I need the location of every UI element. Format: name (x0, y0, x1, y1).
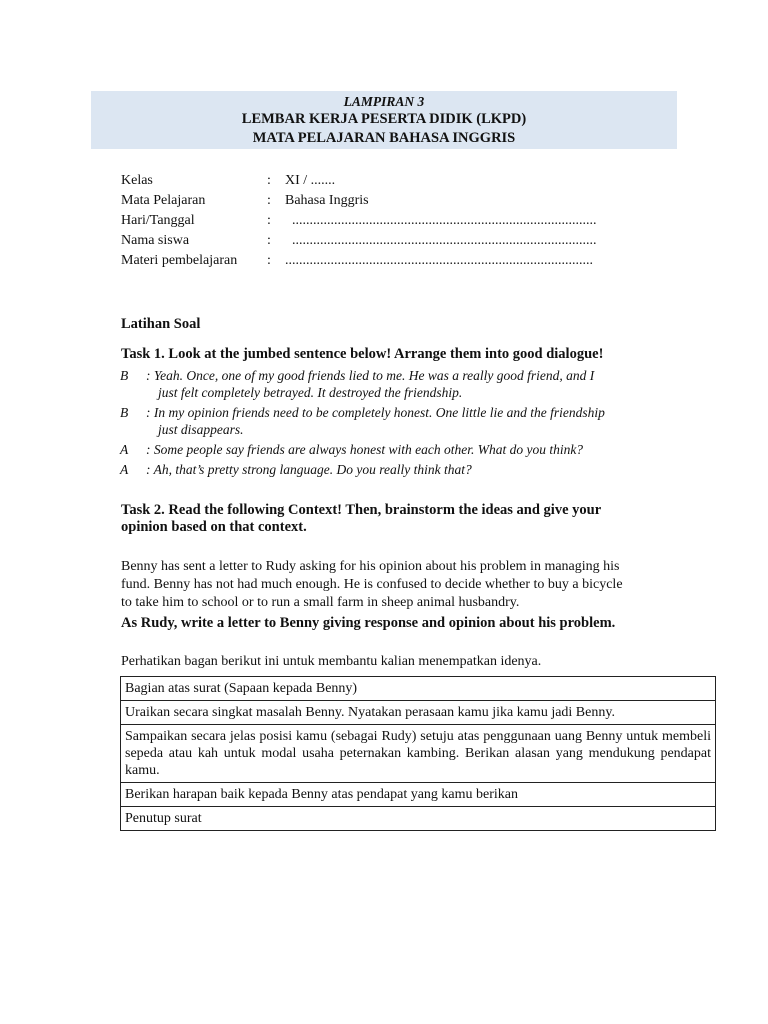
dialogue-line (120, 461, 680, 478)
letter-instruction: As Rudy, write a letter to Benny giving response and opinion about his problem. (121, 615, 616, 631)
table-row (121, 701, 716, 725)
context-paragraph (121, 558, 691, 612)
section-title: Latihan Soal (121, 316, 201, 332)
guide-cell: Berikan harapan baik kepada Benny atas pendapat yang kamu berikan (121, 783, 716, 807)
info-colon: : (267, 173, 271, 188)
context-line: fund. Benny has not had much enough. He is confused to decide whether to buy a bicycle (121, 577, 623, 592)
info-label: Kelas (121, 173, 153, 188)
table-row (121, 725, 716, 783)
info-row-kelas (121, 171, 597, 191)
dialogue-line (120, 404, 680, 438)
guide-cell: Bagian atas surat (Sapaan kepada Benny) (121, 677, 716, 701)
speaker: A (120, 442, 129, 457)
info-label: Hari/Tanggal (121, 213, 195, 228)
dialogue-text-cont: just disappears. (158, 422, 244, 437)
info-label: Materi pembelajaran (121, 253, 238, 268)
info-label: Mata Pelajaran (121, 193, 206, 208)
guide-intro: Perhatikan bagan berikut ini untuk membantu kalian menempatkan idenya. (121, 654, 542, 669)
speaker: A (120, 462, 129, 477)
dialogue-text: : Yeah. Once, one of my good friends lied to me. He was a really good friend, and I (146, 368, 595, 383)
speaker: B (120, 405, 129, 420)
info-value: XI / ....... (285, 173, 336, 188)
table-row (121, 783, 716, 807)
dialogue-line (120, 441, 680, 458)
info-value: ....................................................................................... (285, 213, 597, 228)
guide-cell: Penutup surat (121, 807, 716, 831)
task2-title-line: opinion based on that context. (121, 519, 307, 535)
info-row-mata-pelajaran (121, 191, 597, 211)
info-row-materi (121, 251, 597, 271)
table-row (121, 807, 716, 831)
task2-title-line: Task 2. Read the following Context! Then, brainstorm the ideas and give your (121, 502, 602, 518)
jumbled-dialogue (120, 367, 680, 481)
dialogue-text-cont: just felt completely betrayed. It destroyed the friendship. (158, 385, 463, 400)
info-value: Bahasa Inggris (285, 193, 369, 208)
info-colon: : (267, 213, 271, 228)
speaker: B (120, 368, 129, 383)
guide-cell: Uraikan secara singkat masalah Benny. Nyatakan perasaan kamu jika kamu jadi Benny. (121, 701, 716, 725)
table-row (121, 677, 716, 701)
context-line: to take him to school or to run a small farm in sheep animal husbandry. (121, 595, 520, 610)
info-row-hari-tanggal (121, 211, 597, 231)
task2-title (121, 502, 661, 536)
header-band (91, 91, 677, 149)
subject-title: MATA PELAJARAN BAHASA INGGRIS (252, 130, 516, 146)
info-row-nama-siswa (121, 231, 597, 251)
info-colon: : (267, 233, 271, 248)
info-value: ....................................................................................... (285, 233, 597, 248)
info-colon: : (267, 193, 271, 208)
context-line: Benny has sent a letter to Rudy asking for his opinion about his problem in managing his (121, 559, 620, 574)
info-colon: : (267, 253, 271, 268)
lampiran-label: LAMPIRAN 3 (343, 94, 425, 109)
student-info (121, 171, 597, 271)
info-value: ........................................................................................ (285, 253, 593, 268)
dialogue-line (120, 367, 680, 401)
guide-cell: Sampaikan secara jelas posisi kamu (sebagai Rudy) setuju atas penggunaan uang Benny untuk membeli sepeda atau kah untuk modal usaha peternakan kambing. Berikan alasan yang mendukung pendapat kamu. (121, 725, 716, 783)
dialogue-text: : Ah, that’s pretty strong language. Do you really think that? (146, 462, 472, 477)
info-label: Nama siswa (121, 233, 190, 248)
dialogue-text: : In my opinion friends need to be completely honest. One little lie and the friendship (146, 405, 605, 420)
task1-title: Task 1. Look at the jumbed sentence below! Arrange them into good dialogue! (121, 346, 604, 362)
document-title: LEMBAR KERJA PESERTA DIDIK (LKPD) (241, 111, 527, 127)
dialogue-text: : Some people say friends are always honest with each other. What do you think? (146, 442, 584, 457)
letter-guide-table (120, 676, 716, 831)
